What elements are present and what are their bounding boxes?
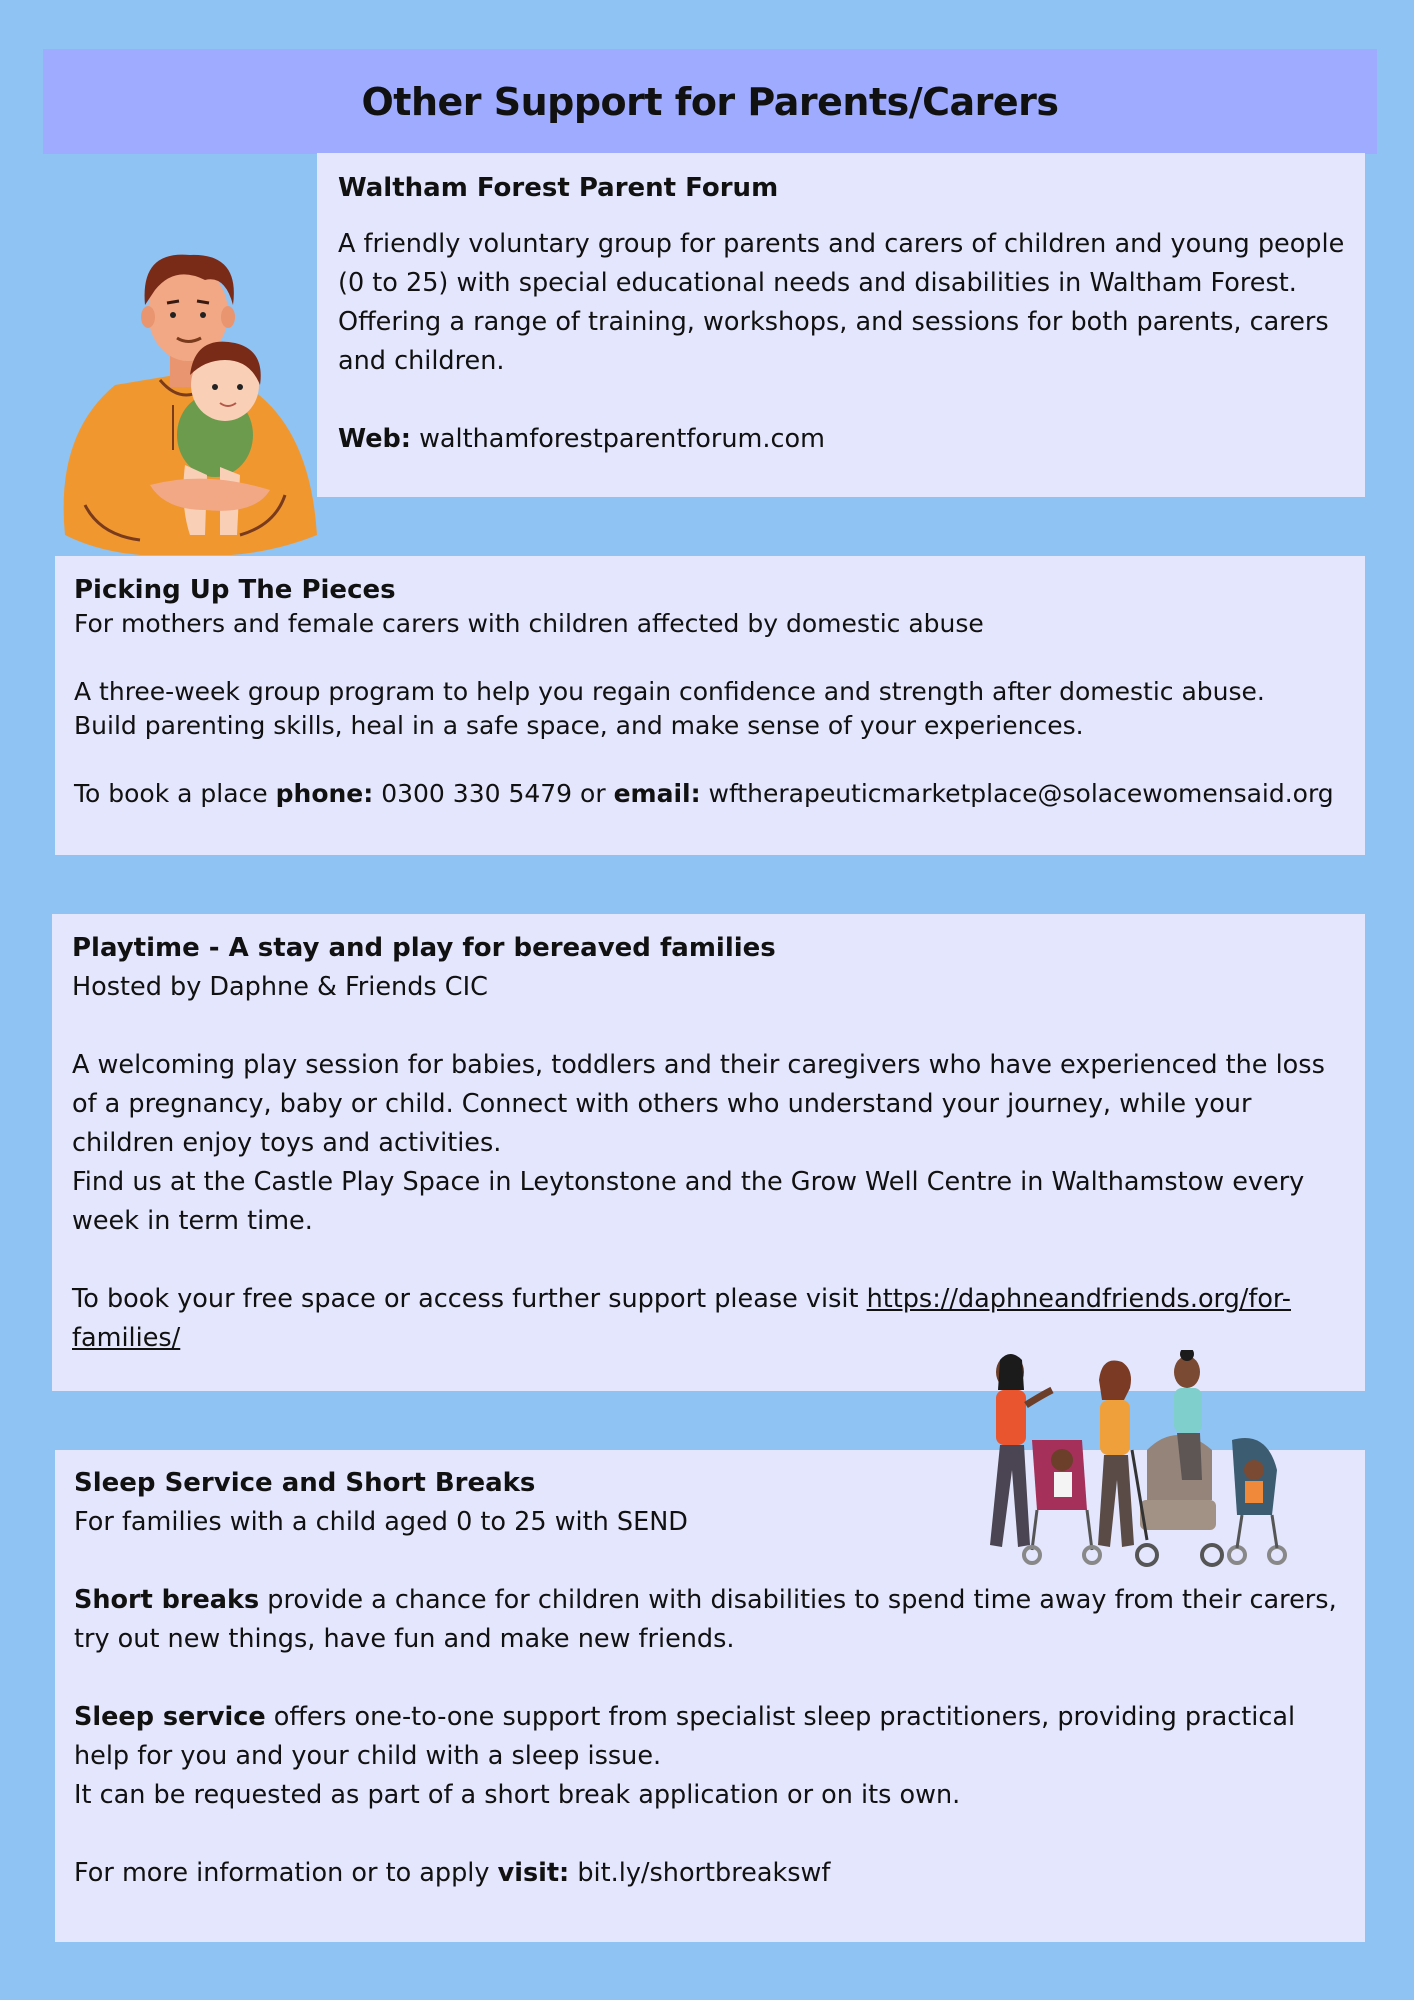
playtime-title: Playtime - A stay and play for bereaved families xyxy=(72,933,776,963)
booking-prefix: To book a place xyxy=(74,779,268,808)
sleep-info xyxy=(74,1854,1347,1893)
picking-up-pieces-subtitle: For mothers and female carers with children affected by domestic abuse xyxy=(74,609,984,638)
mothers-with-strollers-illustration xyxy=(972,1350,1322,1575)
sleep-service-text-2: It can be requested as part of a short break application or on its own. xyxy=(74,1780,961,1810)
picking-up-pieces-booking xyxy=(74,777,1347,811)
picking-up-pieces-description-2: Build parenting skills, heal in a safe space, and make sense of your experiences. xyxy=(74,711,1084,740)
email-value[interactable]: wftherapeuticmarketplace@solacewomensaid.org xyxy=(708,779,1334,808)
playtime-location: Find us at the Castle Play Space in Leytonstone and the Grow Well Centre in Walthamstow every week in term time. xyxy=(72,1167,1305,1236)
visit-label: visit: xyxy=(497,1858,570,1888)
sleep-service-label: Sleep service xyxy=(74,1702,266,1732)
sleep-info-prefix: For more information or to apply xyxy=(74,1858,490,1888)
playtime-card xyxy=(52,914,1365,1391)
web-link[interactable]: walthamforestparentforum.com xyxy=(419,424,825,454)
short-breaks-label: Short breaks xyxy=(74,1585,260,1615)
parent-forum-card xyxy=(317,153,1365,497)
sleep-service-body: offers one-to-one support from specialist sleep practitioners, providing practical help for you and your child with a sleep issue. xyxy=(74,1702,1296,1771)
sleep-title: Sleep Service and Short Breaks xyxy=(74,1468,536,1498)
web-label: Web: xyxy=(338,424,411,454)
picking-up-pieces-card xyxy=(55,556,1365,855)
playtime-description: A welcoming play session for babies, toddlers and their caregivers who have experienced the loss of a pregnancy, baby or child. Connect with others who understand your journey, while your children enjoy toys and activities. xyxy=(72,1050,1325,1158)
sleep-subtitle: For families with a child aged 0 to 25 with SEND xyxy=(74,1507,688,1537)
short-breaks-body: provide a chance for children with disabilities to spend time away from their carers, try out new things, have fun and make new friends. xyxy=(74,1585,1337,1654)
parent-forum-title: Waltham Forest Parent Forum xyxy=(338,173,779,203)
email-label: email: xyxy=(613,779,701,808)
daphne-friends-link[interactable]: https://daphneandfriends.org/for-families/ xyxy=(72,1284,1291,1353)
playtime-booking-prefix: To book your free space or access further support please visit xyxy=(72,1284,859,1314)
visit-link[interactable]: bit.ly/shortbreakswf xyxy=(577,1858,831,1888)
sleep-service-text xyxy=(74,1698,1347,1776)
page-header xyxy=(43,49,1377,154)
phone-value[interactable]: 0300 330 5479 or xyxy=(381,779,606,808)
playtime-booking xyxy=(72,1280,1345,1358)
parent-forum-description: A friendly voluntary group for parents and carers of children and young people (0 to 25) with special educational needs and disabilities in Waltham Forest. Offering a range of training, workshops, and sessions for both parents, carers and children. xyxy=(338,229,1345,376)
picking-up-pieces-description-1: A three-week group program to help you regain confidence and strength after domestic abuse. xyxy=(74,677,1265,706)
phone-label: phone: xyxy=(275,779,374,808)
father-holding-baby-illustration xyxy=(55,235,320,555)
picking-up-pieces-title: Picking Up The Pieces xyxy=(74,575,396,605)
short-breaks-text xyxy=(74,1581,1347,1659)
playtime-host: Hosted by Daphne & Friends CIC xyxy=(72,972,488,1002)
page-title: Other Support for Parents/Carers xyxy=(361,79,1059,124)
parent-forum-web xyxy=(338,420,1347,459)
